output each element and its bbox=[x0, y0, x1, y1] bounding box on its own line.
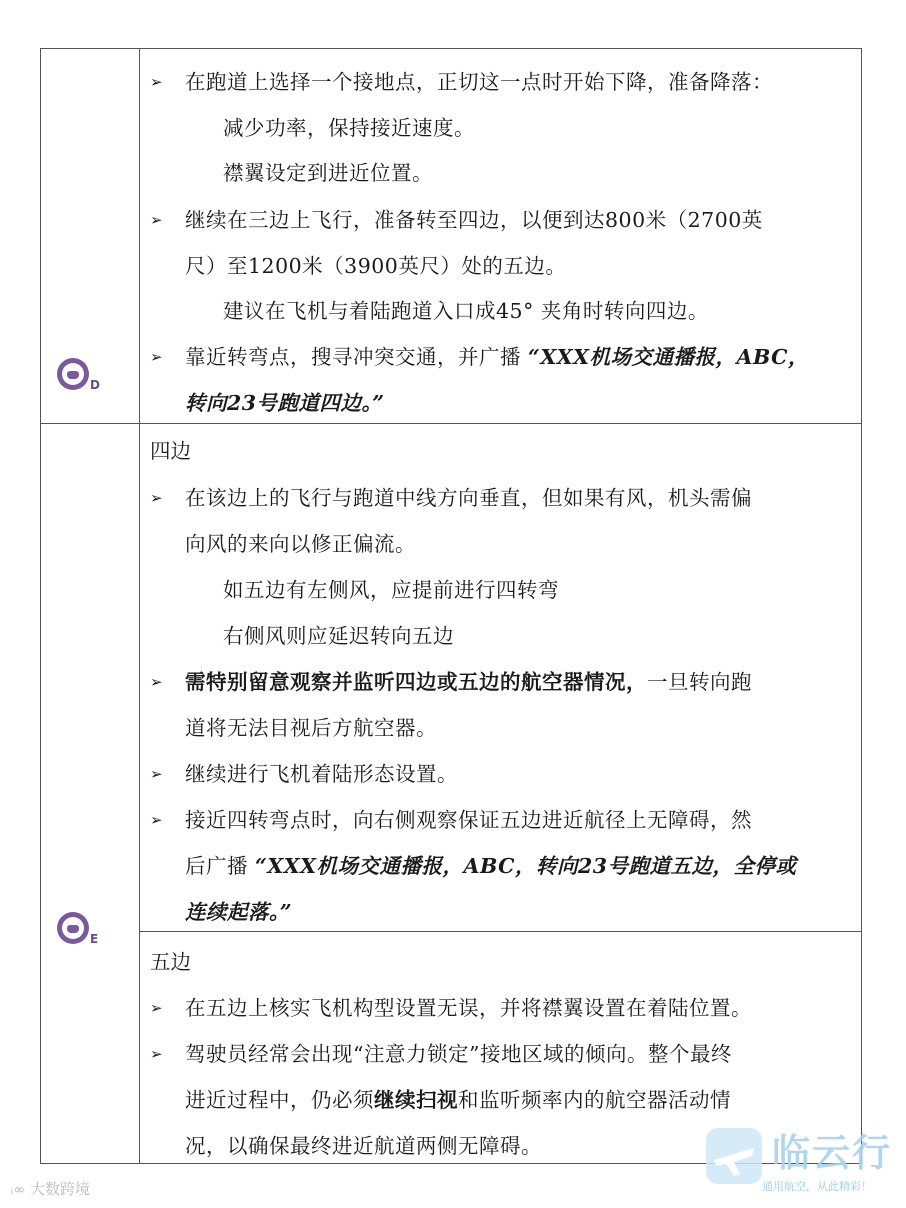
subsection-divider bbox=[139, 931, 861, 932]
section-e-letter: E bbox=[90, 932, 99, 946]
bullet-icon: ➢ bbox=[150, 348, 163, 366]
d-broadcast-pre: 靠近转弯点，搜寻冲突交通，并广播 bbox=[185, 345, 521, 369]
e-item-watch-traffic-cont: 道将无法目视后方航空器。 bbox=[185, 716, 437, 740]
section-d-letter: D bbox=[90, 378, 100, 392]
e-subitem-left-crosswind: 如五边有左侧风，应提前进行四转弯 bbox=[223, 578, 559, 602]
bullet-icon: ➢ bbox=[150, 811, 163, 829]
section-e-marker bbox=[57, 912, 98, 944]
bullet-icon: ➢ bbox=[150, 999, 163, 1017]
e-watch-traffic-rest: 一旦转向跑 bbox=[647, 670, 752, 694]
bullet-icon: ➢ bbox=[150, 489, 163, 507]
d-item-touchdown: 在跑道上选择一个接地点，正切这一点时开始下降，准备降落： bbox=[185, 70, 773, 94]
d-item-downwind-cont: 尺）至1200米（3900英尺）处的五边。 bbox=[185, 254, 567, 278]
e-item-final-turn: 接近四转弯点时，向右侧观察保证五边进近航径上无障碍，然 bbox=[185, 808, 752, 832]
e-item-final-turn-broadcast bbox=[185, 852, 797, 880]
f-scan-bold: 继续扫视 bbox=[374, 1088, 458, 1112]
watermark-left-text: 大数跨境 bbox=[29, 1180, 90, 1198]
d-broadcast-quote-cont: 转向23号跑道四边。” bbox=[185, 391, 385, 415]
plane-logo-icon bbox=[704, 1126, 764, 1186]
row-divider bbox=[41, 423, 861, 424]
f-item-config-check: 在五边上核实飞机构型设置无误，并将襟翼设置在着陆位置。 bbox=[185, 996, 752, 1020]
d-item-downwind: 继续在三边上飞行，准备转至四边，以便到达800米（2700英 bbox=[185, 208, 763, 232]
section-d-marker bbox=[57, 358, 100, 390]
e-item-perpendicular-cont: 向风的来向以修正偏流。 bbox=[185, 532, 416, 556]
phase-badge-icon bbox=[57, 912, 89, 944]
e-watch-traffic-bold: 需特别留意观察并监听四边或五边的航空器情况， bbox=[185, 670, 647, 694]
bullet-icon: ➢ bbox=[150, 1045, 163, 1063]
bullet-icon: ➢ bbox=[150, 211, 163, 229]
e-broadcast-quote: “XXX机场交通播报，ABC，转向23号跑道五边，全停或 bbox=[255, 854, 797, 878]
d-subitem-45deg: 建议在飞机与着陆跑道入口成45° 夹角时转向四边。 bbox=[223, 299, 709, 323]
watermark-right-title: 临云行 bbox=[772, 1131, 893, 1175]
phase-badge-icon bbox=[57, 358, 89, 390]
column-divider bbox=[139, 49, 140, 1163]
bullet-icon: ➢ bbox=[150, 765, 163, 783]
e-item-watch-traffic bbox=[185, 668, 752, 696]
f-item-fixation-end: 况，以确保最终进近航道两侧无障碍。 bbox=[185, 1134, 542, 1158]
watermark-right-subtitle: 通用航空，从此精彩！ bbox=[762, 1180, 872, 1193]
bullet-icon: ➢ bbox=[150, 673, 163, 691]
d-broadcast-quote: “XXX机场交通播报，ABC， bbox=[528, 345, 809, 369]
heading-final-leg: 五边 bbox=[150, 950, 191, 974]
bullet-icon: ➢ bbox=[150, 73, 163, 91]
heading-base-leg: 四边 bbox=[150, 439, 191, 463]
f-scan-post: 和监听频率内的航空器活动情 bbox=[458, 1088, 731, 1112]
e-broadcast-quote-cont: 连续起落。” bbox=[185, 900, 293, 924]
e-item-perpendicular: 在该边上的飞行与跑道中线方向垂直，但如果有风，机头需偏 bbox=[185, 486, 752, 510]
weibo-icon: ꜟ∞ bbox=[10, 1182, 26, 1198]
e-item-landing-config: 继续进行飞机着陆形态设置。 bbox=[185, 762, 458, 786]
f-scan-pre: 进近过程中，仍必须 bbox=[185, 1088, 374, 1112]
d-item-broadcast bbox=[185, 343, 809, 371]
e-broadcast-pre: 后广播 bbox=[185, 854, 248, 878]
f-item-fixation-cont bbox=[185, 1086, 731, 1114]
watermark-left bbox=[10, 1178, 90, 1199]
f-item-fixation: 驾驶员经常会出现“注意力锁定”接地区域的倾向。整个最终 bbox=[185, 1042, 732, 1066]
e-subitem-right-crosswind: 右侧风则应延迟转向五边 bbox=[223, 624, 454, 648]
d-subitem-power: 减少功率，保持接近速度。 bbox=[223, 116, 475, 140]
d-subitem-flaps: 襟翼设定到进近位置。 bbox=[223, 161, 433, 185]
watermark-right bbox=[704, 1122, 894, 1202]
